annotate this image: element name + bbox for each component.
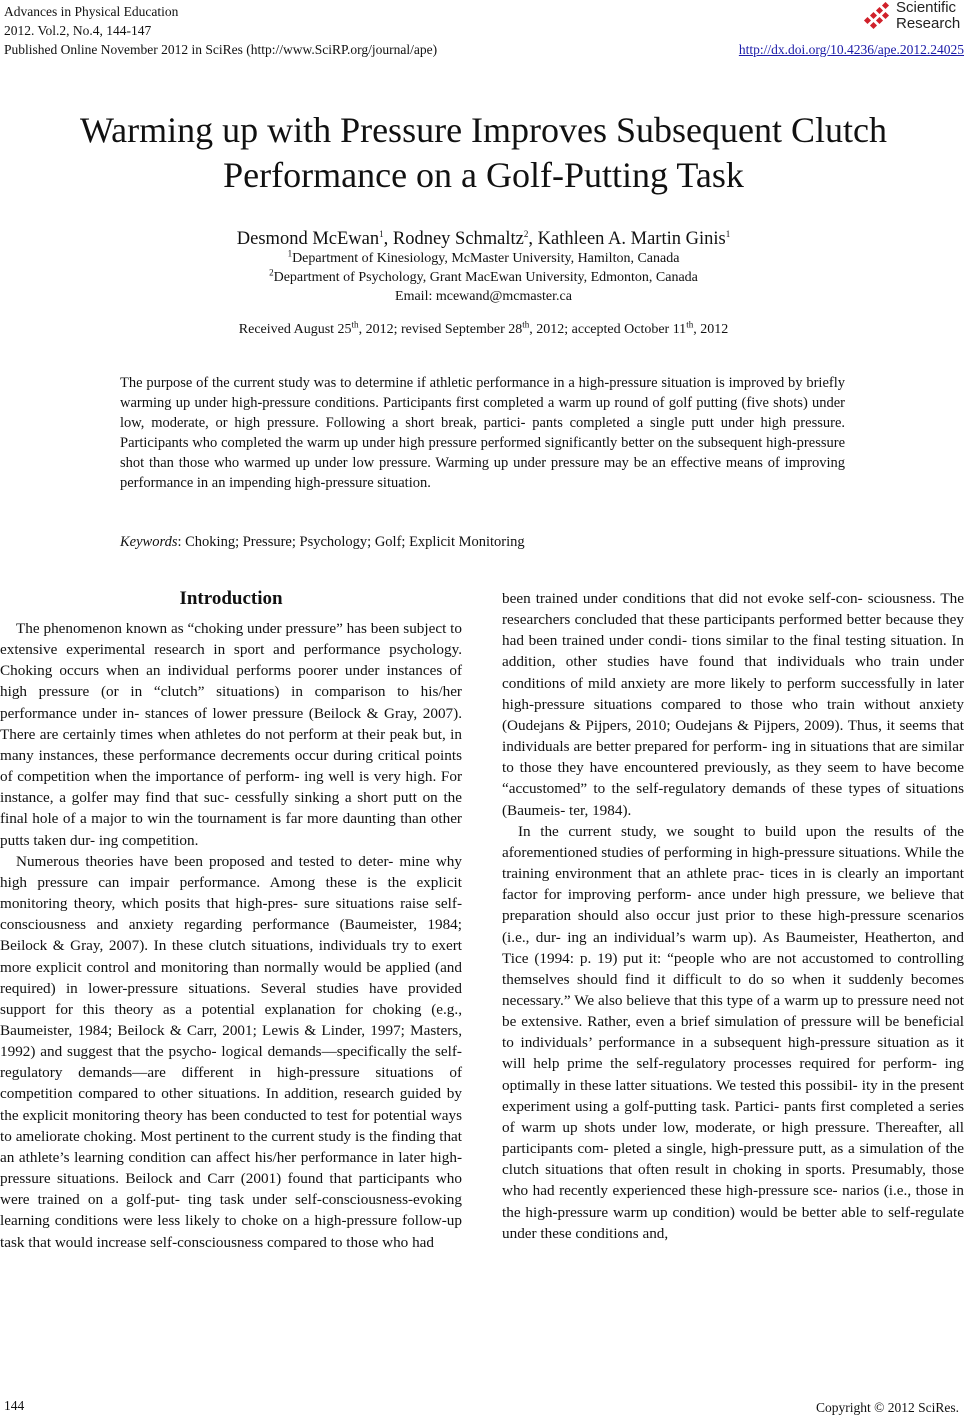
author-email: Email: mcewand@mcmaster.ca	[395, 289, 572, 304]
received-sup-2: th	[522, 319, 530, 330]
paragraph-intro-3: In the current study, we sought to build upon the results of the aforementioned studies of performing in high-pressure situations. While the training environment that an athlete prac- tices in is clearly an important factor for improving perform- ance under high pressure, we believe that preparation should also occur just prior to these high-pressure scenarios (i.e., dur- ing an individual’s warm up). As Baumeister, Heatherton, and Tice (1994: p. 19) put it: “people who are not accustomed to controlling themselves should find it difficult to do so when it suddenly becomes necessary.” We also believe that this type of a warm up to pressure need not be extensive. Rather, even a brief simulation of pressure will be beneficial to individuals’ performance in a subsequent high-pressure situation as it will help prime the self-regulatory processes required for perform- ing optimally in these latter situations. We tested this possibil- ity in the present experiment using a golf-putting task. Partici- pants first completed a series of warm up shots under low, moderate, or high pressure. Thereafter, all participants com- pleted a single, high-pressure putt, as a simulation of the clutch situations that often result in choking in sports. Presumably, those who had recently experienced these high-pressure sce- narios (i.e., those in the high-pressure warm up condition) would be better able to self-regulate under these conditions and,	[502, 822, 964, 1242]
publication-info: Published Online November 2012 in SciRes (http://www.SciRP.org/journal/ape)	[4, 42, 438, 57]
author-3-affil: 1	[725, 228, 731, 239]
author-1: Desmond McEwan	[236, 229, 380, 249]
abstract: The purpose of the current study was to determine if athletic performance in a high-pressure situation is improved by briefly warming up under high-pressure conditions. Participants first completed a warm up round of golf putting (five shots) under low, moderate, or high pressure. Following a short break, partici- pants completed a single putt under high pressure. Participants who completed the warm up under high pressure performed significantly better on the subsequent high-pressure shot than those who warmed up under low pressure. Warming up under pressure may be an effective means of improving performance in an impending high-pressure situation.	[120, 375, 845, 491]
author-2-affil: 2	[523, 228, 529, 239]
paragraph-intro-1: The phenomenon known as “choking under pressure” has been subject to extensive experimental research in sport and performance psychology. Choking occurs when an individual performs poorer under instances of high pressure (or in “clutch” situations) in comparison to his/her performance under in- stances of lower pressure (Beilock & Gray, 2007). There are certainly times when athletes do not perform at their peak but, in many instances, these performance decrements occur during critical points of competition when the importance of perform- ing well is very high. For instance, a golfer may find that suc- cessfully sinking a short putt on the final hole of a major to win the tournament is far more daunting than other putts taken dur- ing competition.	[0, 620, 462, 849]
copyright-notice: Copyright © 2012 SciRes.	[815, 1400, 959, 1415]
author-list	[0, 227, 967, 251]
author-3: , Kathleen A. Martin Ginis	[528, 229, 726, 249]
received-part-3: , 2012; accepted October 11	[529, 322, 687, 337]
author-2: , Rodney Schmaltz	[383, 229, 524, 249]
paper-title	[40, 108, 927, 198]
keywords	[120, 533, 845, 552]
diamond-logo-icon	[863, 2, 893, 32]
received-dates	[0, 320, 967, 339]
received-part-2: , 2012; revised September 28	[358, 322, 523, 337]
doi-link[interactable]: http://dx.doi.org/10.4236/ape.2012.24025	[738, 42, 964, 57]
keywords-label: Keywords	[120, 534, 178, 550]
volume-info: 2012. Vol.2, No.4, 144-147	[4, 23, 152, 38]
scientific-research-logo	[863, 0, 963, 36]
affiliation-1-text: Department of Kinesiology, McMaster University, Hamilton, Canada	[292, 251, 680, 266]
left-column	[0, 588, 462, 1253]
title-line-1: Warming up with Pressure Improves Subsequent Clutch	[80, 110, 887, 150]
section-heading-introduction: Introduction	[179, 588, 283, 609]
received-part-1: Received August 25	[238, 322, 352, 337]
right-column	[502, 588, 964, 1244]
page-number: 144	[4, 1398, 25, 1413]
logo-text	[896, 0, 960, 32]
keywords-text: : Choking; Pressure; Psychology; Golf; Explicit Monitoring	[177, 534, 525, 550]
received-sup-3: th	[686, 319, 694, 330]
received-part-4: , 2012	[693, 322, 729, 337]
author-1-affil: 1	[379, 228, 384, 239]
journal-header	[4, 2, 964, 59]
paragraph-intro-2: Numerous theories have been proposed and tested to deter- mine why high pressure can impair performance. Among these is the explicit monitoring theory, which posits that high-pres- sure situations raise self-consciousness and anxiety regarding performance (Baumeister, 1984; Beilock & Gray, 2007). In these clutch situations, individuals try to exert more explicit control and monitoring than normally would be applied (and required) in lower-pressure situations. Several studies have provided support for this theory as a potential explanation for choking (e.g., Baumeister, 1984; Beilock & Carr, 2001; Lewis & Linder, 1997; Masters, 1992) and suggest that the psycho- logical demands—specifically the self-regulatory demands—are different in high-pressure situations of competition compared to other situations. In addition, research guided by the explicit monitoring theory has been conducted to test for potential ways to ameliorate choking. Most pertinent to the current study is the finding that an athlete’s learning condition can affect his/her performance in later high-pressure situations. Beilock and Carr (2001) found that participants who were trained on a golf-put- ting task under self-consciousness-evoking learning conditions were less likely to choke on a high-pressure follow-up task that would increase self-consciousness compared to those who had	[0, 852, 462, 1251]
affiliation-2	[0, 268, 967, 287]
paragraph-intro-2-continued: been trained under conditions that did not evoke self-con- sciousness. The researchers concluded that these participants performed better because they had been trained under condi- tions similar to the final testing situation. In addition, other studies have found that individuals who train under conditions of mild anxiety are more likely to perform successfully in later high-pressure situations compared to those who train without anxiety (Oudejans & Pijpers, 2010; Oudejans & Pijpers, 2009). Thus, it seems that individuals are better prepared for perform- ing in situations that are similar to those they have encountered previously, as they seem to have become “accustomed” to the self-regulatory demands of these types of situations (Baumeis- ter, 1984).	[502, 590, 964, 819]
title-line-2: Performance on a Golf-Putting Task	[223, 155, 744, 195]
journal-name: Advances in Physical Education	[4, 4, 179, 19]
logo-line-1: Scientific	[896, 0, 957, 16]
affiliation-1	[0, 249, 967, 268]
affiliation-1-marker: 1	[287, 248, 293, 259]
affiliation-2-marker: 2	[269, 267, 274, 278]
logo-line-2: Research	[896, 15, 961, 32]
received-sup-1: th	[351, 319, 359, 330]
affiliation-2-text: Department of Psychology, Grant MacEwan University, Edmonton, Canada	[273, 270, 698, 285]
